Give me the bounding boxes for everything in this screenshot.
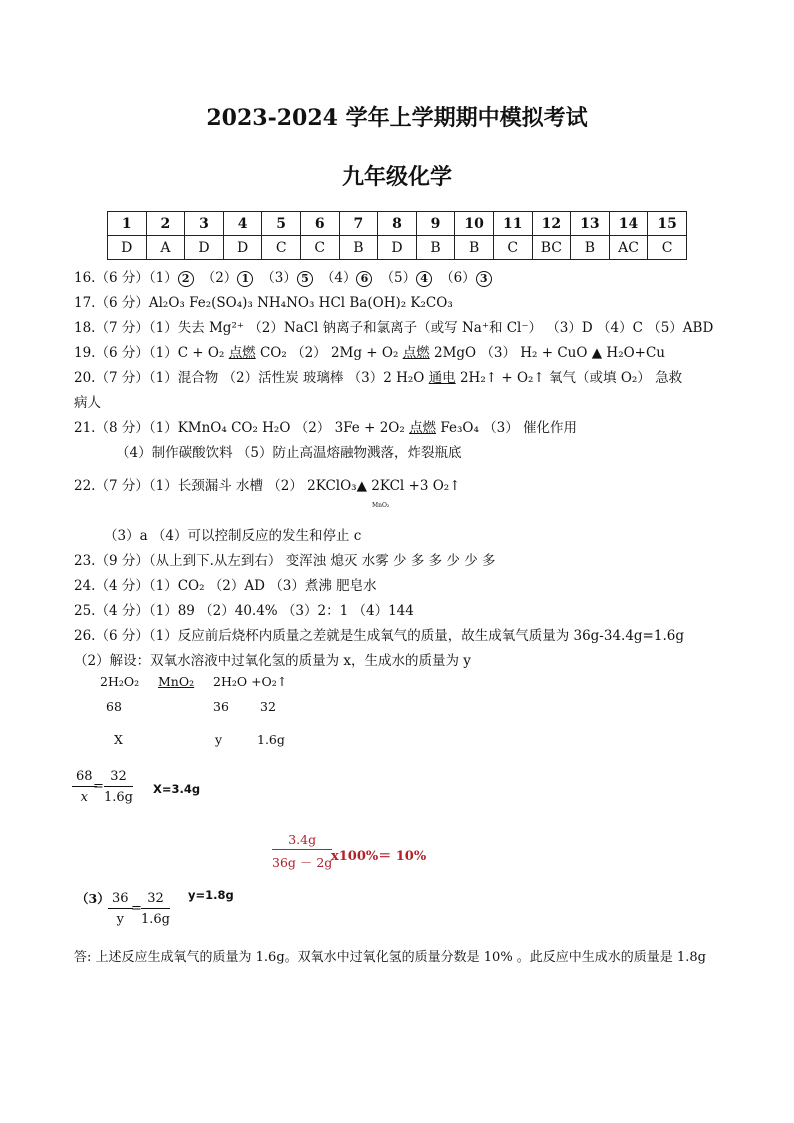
q18-line: 18.（7 分）（1）失去 Mg²⁺ （2）NaCl 钠离子和氯离子（或写 Na⁺和 Cl⁻） （3）D （4）C （5）ABD [74, 320, 714, 336]
q26-var-o2: 1.6g [257, 732, 285, 747]
answer-cell: B [455, 236, 494, 260]
final-answer: 答: 上述反应生成氧气的质量为 1.6g。双氧水中过氧化氢的质量分数是 10% 。此反应中生成水的质量是 1.8g [74, 950, 706, 965]
q16-items [149, 270, 492, 286]
frac-num: 32 [104, 769, 133, 787]
q19-heat-symbol: ▲ [591, 345, 603, 361]
answer-table-answer-row [108, 236, 687, 260]
frac-den: 1.6g [104, 790, 133, 805]
q16-line [74, 266, 492, 287]
q16-item-label: （4） [320, 270, 357, 286]
answer-cell: B [416, 236, 455, 260]
q25-line: 25.（4 分）（1）89 （2）40.4% （3）2：1 （4）144 [74, 603, 414, 619]
eq-sign: = [93, 779, 104, 794]
q19-condition-1: 点燃 [228, 345, 256, 361]
q26-percent-result: x100%＝ 10% [331, 849, 427, 864]
question-number-cell: 12 [532, 212, 571, 236]
q22-line [74, 474, 461, 494]
q21-line [74, 416, 577, 436]
q16-item-label: （3） [261, 270, 297, 286]
frac-num: 68 [72, 769, 97, 787]
q26-var-x: X [114, 732, 123, 747]
q26-x-result: X=3.4g [153, 782, 201, 796]
q20-line [74, 366, 682, 386]
frac-num: 3.4g [272, 832, 332, 850]
answer-cell: A [146, 236, 185, 260]
q19-part-b: CO₂ （2） 2Mg + O₂ [255, 345, 403, 361]
q21-part-b: Fe₃O₄ （3） 催化作用 [436, 420, 578, 436]
q26-mass-h2o: 36 [213, 699, 229, 714]
answer-cell: B [571, 236, 610, 260]
page-title: 2023-2024 学年上学期期中模拟考试 [206, 105, 588, 131]
question-number-cell: 5 [262, 212, 301, 236]
question-number-cell: 2 [146, 212, 185, 236]
q19-line [74, 341, 665, 361]
q22-catalyst: MnO₂ [372, 502, 390, 509]
frac-den: x [80, 790, 88, 805]
q26-fraction-3 [108, 891, 133, 927]
q16-head: 16.（6 分） [74, 270, 149, 286]
q26-eq-catalyst: MnO₂ [158, 674, 195, 689]
eq-sign: = [131, 901, 142, 916]
q26-mass-h2o2: 68 [106, 699, 122, 714]
q23-line: 23.（9 分）（从上到下.从左到右） 变浑浊 熄灭 水雾 少 多 多 少 少 多 [74, 553, 496, 569]
answer-table-number-row [108, 212, 687, 236]
q26-var-y: y [215, 732, 223, 747]
answer-cell: D [378, 236, 417, 260]
q16-circled-answer: 2 [178, 271, 194, 287]
q26-y-result: y=1.8g [188, 888, 234, 902]
answer-cell: D [185, 236, 224, 260]
q22-line-2: （3）a （4）可以控制反应的发生和停止 c [104, 528, 362, 544]
answer-cell: B [339, 236, 378, 260]
q21-line-2: （4）制作碳酸饮料 （5）防止高温熔融物溅落，炸裂瓶底 [116, 445, 462, 461]
q26-fraction-4 [141, 891, 170, 927]
q16-circled-answer: 1 [237, 271, 253, 287]
answer-cell: C [493, 236, 532, 260]
q26-part-3-label: （3） [76, 891, 110, 906]
frac-den: 36g － 2g [272, 855, 333, 870]
question-number-cell: 3 [185, 212, 224, 236]
frac-num: 32 [141, 891, 170, 909]
q21-condition: 点燃 [409, 420, 437, 436]
q26-fraction-2 [104, 769, 133, 805]
frac-num: 36 [108, 891, 133, 909]
question-number-cell: 4 [223, 212, 262, 236]
q16-item-label: （1） [148, 270, 178, 286]
q19-part-d: 2MgO （3） H₂ + CuO [429, 345, 592, 361]
frac-den: y [116, 912, 124, 927]
question-number-cell: 7 [339, 212, 378, 236]
answer-cell: C [300, 236, 339, 260]
q20-condition: 通电 [428, 370, 456, 386]
q19-part-e: H₂O+Cu [602, 345, 666, 361]
q26-eq-products: 2H₂O +O₂↑ [213, 674, 288, 689]
q22-part-b: 2KCl +3 O₂↑ [366, 478, 461, 494]
answer-table [107, 211, 687, 260]
question-number-cell: 15 [648, 212, 687, 236]
question-number-cell: 1 [108, 212, 147, 236]
answer-cell: AC [609, 236, 648, 260]
answer-cell: C [262, 236, 301, 260]
q16-circled-answer: 5 [297, 271, 313, 287]
q26-eq-reactant: 2H₂O₂ [100, 674, 140, 689]
q22-heat-symbol: ▲ [356, 478, 367, 494]
q20-part-b: 2H₂↑ + O₂↑ 氧气（或填 O₂） 急救 [455, 370, 683, 386]
q22-part-a: 22.（7 分）（1）长颈漏斗 水槽 （2） 2KClO₃ [74, 478, 357, 494]
question-number-cell: 13 [571, 212, 610, 236]
q16-circled-answer: 6 [356, 271, 372, 287]
q26-line-2: （2）解设：双氧水溶液中过氧化氢的质量为 x，生成水的质量为 y [74, 653, 471, 669]
frac-den: 1.6g [141, 912, 170, 927]
q16-circled-answer: 4 [416, 271, 432, 287]
q26-line-1: 26.（6 分）（1）反应前后烧杯内质量之差就是生成氧气的质量，故生成氧气质量为 36g-34.4g=1.6g [74, 628, 684, 644]
answer-cell: D [108, 236, 147, 260]
q20-part-a: 20.（7 分）（1）混合物 （2）活性炭 玻璃棒 （3）2 H₂O [74, 370, 429, 386]
q26-mass-o2: 32 [260, 699, 276, 714]
q16-item-label: （5） [380, 270, 417, 286]
answer-cell: C [648, 236, 687, 260]
answer-cell: D [223, 236, 262, 260]
q16-item-label: （2） [201, 270, 238, 286]
answer-cell: BC [532, 236, 571, 260]
q20-line-2: 病人 [74, 395, 101, 411]
q16-circled-answer: 3 [476, 271, 492, 287]
question-number-cell: 8 [378, 212, 417, 236]
question-number-cell: 14 [609, 212, 648, 236]
q21-part-a: 21.（8 分）（1）KMnO₄ CO₂ H₂O （2） 3Fe + 2O₂ [74, 420, 410, 436]
question-number-cell: 9 [416, 212, 455, 236]
question-number-cell: 11 [493, 212, 532, 236]
question-number-cell: 10 [455, 212, 494, 236]
question-number-cell: 6 [300, 212, 339, 236]
page-subtitle: 九年级化学 [341, 164, 452, 190]
q26-percent-fraction [272, 832, 332, 871]
q19-condition-2: 点燃 [402, 345, 430, 361]
q19-part-a: 19.（6 分）（1）C + O₂ [74, 345, 229, 361]
q24-line: 24.（4 分）（1）CO₂ （2）AD （3）煮沸 肥皂水 [74, 578, 377, 594]
q16-item-label: （6） [440, 270, 476, 286]
q17-line: 17.（6 分）Al₂O₃ Fe₂(SO₄)₃ NH₄NO₃ HCl Ba(OH)₂ K₂CO₃ [74, 295, 453, 311]
